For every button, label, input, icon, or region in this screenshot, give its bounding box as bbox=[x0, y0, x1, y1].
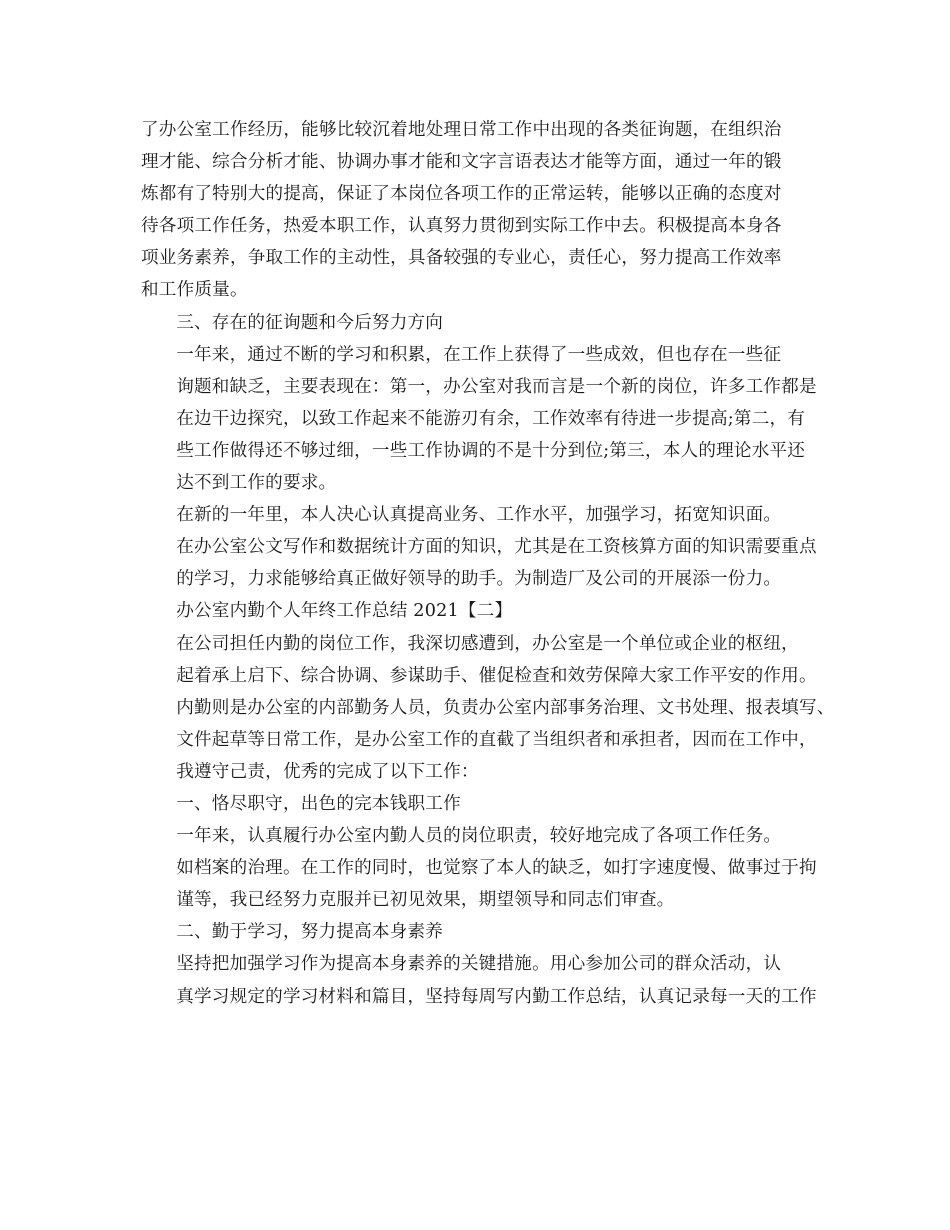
body-paragraph bbox=[141, 114, 811, 307]
document-body bbox=[141, 114, 835, 1013]
text-line: 坚持把加强学习作为提高本身素养的关键措施。用心参加公司的群众活动，认 bbox=[176, 954, 782, 975]
body-paragraph bbox=[141, 628, 835, 788]
text-line: 文件起草等日常工作，是办公室工作的直截了当组织者和承担者，因而在工作中， bbox=[176, 729, 817, 750]
text-line: 炼都有了特别大的提高，保证了本岗位各项工作的正常运转，能够以正确的态度对 bbox=[141, 184, 782, 205]
text-line: 待各项工作任务，热爱本职工作，认真努力贯彻到实际工作中去。积极提高本身各 bbox=[141, 216, 782, 237]
text-line: 询题和缺乏，主要表现在：第一，办公室对我而言是一个新的岗位，许多工作都是 bbox=[176, 376, 817, 397]
section-heading bbox=[141, 307, 811, 339]
text-line: 谨等，我已经努力克服并已初见效果，期望领导和同志们审查。 bbox=[176, 890, 675, 911]
body-paragraph bbox=[141, 499, 817, 595]
section-heading bbox=[141, 916, 811, 948]
text-line: 如档案的治理。在工作的同时，也觉察了本人的缺乏，如打字速度慢、做事过于拘 bbox=[176, 858, 817, 879]
body-paragraph bbox=[141, 948, 817, 1012]
text-line: 我遵守己责，优秀的完成了以下工作： bbox=[176, 761, 479, 782]
body-paragraph bbox=[141, 339, 817, 499]
text-line: 些工作做得还不够过细，一些工作协调的不是十分到位;第三，本人的理论水平还 bbox=[176, 440, 806, 461]
text-line: 在边干边探究，以致工作起来不能游刃有余，工作效率有待进一步提高;第二，有 bbox=[176, 408, 806, 429]
text-line: 一、恪尽职守，出色的完本钱职工作 bbox=[176, 793, 461, 814]
text-line: 一年来，通过不断的学习和积累，在工作上获得了一些成效，但也存在一些征 bbox=[176, 344, 782, 365]
text-line: 办公室内勤个人年终工作总结 2021【二】 bbox=[176, 601, 513, 622]
text-line: 在新的一年里，本人决心认真提高业务、工作水平，加强学习，拓宽知识面。 bbox=[176, 505, 782, 526]
text-line: 一年来，认真履行办公室内勤人员的岗位职责，较好地完成了各项工作任务。 bbox=[176, 826, 782, 847]
section-heading bbox=[141, 595, 811, 627]
text-line: 了办公室工作经历，能够比较沉着地处理日常工作中出现的各类征询题，在组织治 bbox=[141, 120, 782, 140]
document-page bbox=[141, 114, 835, 1013]
body-paragraph bbox=[141, 820, 817, 916]
text-line: 理才能、综合分析才能、协调办事才能和文字言语表达才能等方面，通过一年的锻 bbox=[141, 152, 782, 173]
text-line: 和工作质量。 bbox=[141, 280, 248, 301]
text-line: 真学习规定的学习材料和篇目，坚持每周写内勤工作总结，认真记录每一天的工作 bbox=[176, 986, 817, 1007]
text-line: 三、存在的征询题和今后努力方向 bbox=[176, 312, 444, 333]
text-line: 达不到工作的要求。 bbox=[176, 473, 337, 494]
text-line: 在办公室公文写作和数据统计方面的知识，尤其是在工资核算方面的知识需要重点 bbox=[176, 537, 817, 558]
section-heading bbox=[141, 788, 811, 820]
text-line: 二、勤于学习，努力提高本身素养 bbox=[176, 922, 444, 943]
text-line: 的学习，力求能够给真正做好领导的助手。为制造厂及公司的开展添一份力。 bbox=[176, 569, 782, 590]
text-line: 项业务素养，争取工作的主动性，具备较强的专业心，责任心，努力提高工作效率 bbox=[141, 248, 782, 269]
text-line: 内勤则是办公室的内部勤务人员，负责办公室内部事务治理、文书处理、报表填写、 bbox=[176, 697, 835, 718]
text-line: 在公司担任内勤的岗位工作，我深切感遭到，办公室是一个单位或企业的枢纽， bbox=[176, 633, 799, 654]
text-line: 起着承上启下、综合协调、参谋助手、催促检查和效劳保障大家工作平安的作用。 bbox=[176, 665, 817, 686]
